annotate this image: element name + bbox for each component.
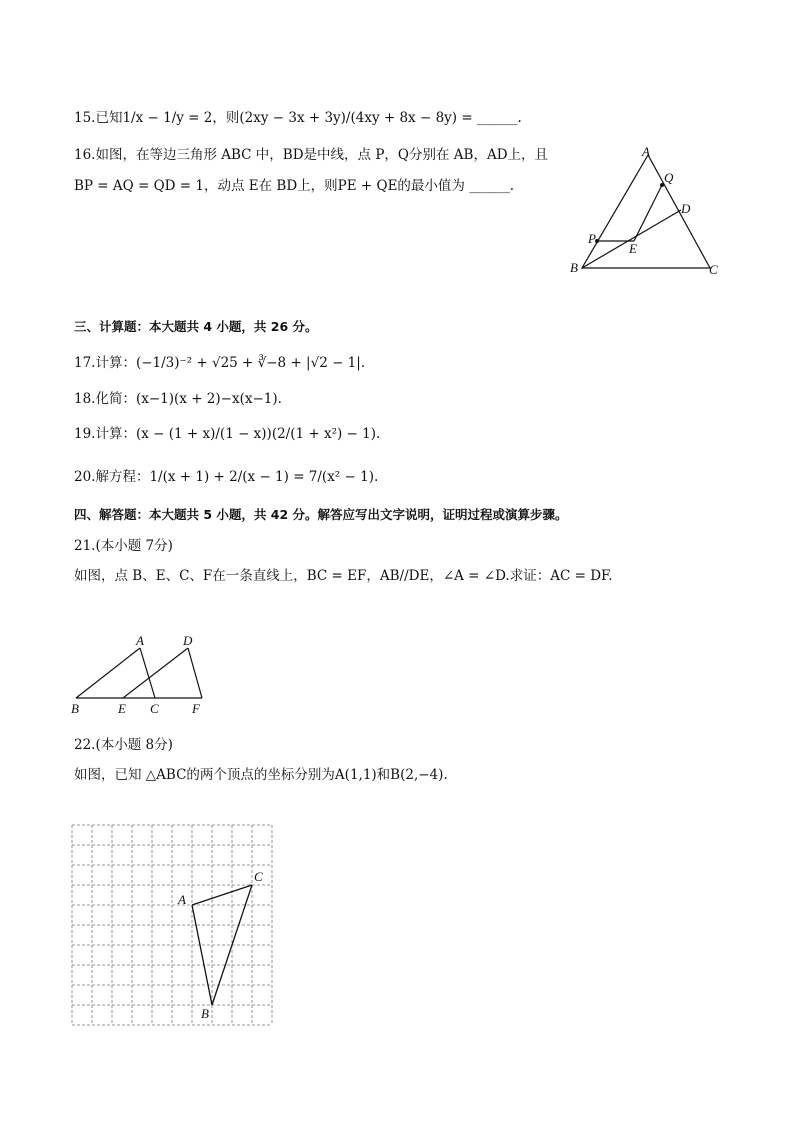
label-E: E (118, 701, 126, 716)
label-A: A (136, 633, 144, 648)
label-Q: Q (664, 170, 674, 185)
label-B: B (570, 260, 578, 275)
triangle-abc-figure (560, 140, 730, 285)
question-22-title: 22.(本小题 8分) (74, 737, 173, 753)
two-triangles-figure (64, 630, 224, 720)
label-A: A (178, 892, 186, 907)
question-17: 17.计算：(−1/3)⁻² + √25 + ∛−8 + |√2 − 1|. (74, 355, 366, 371)
question-21-text: 如图，点 B、E、C、F在一条直线上，BC = EF，AB//DE，∠A = ∠D.求证：AC = DF. (74, 568, 613, 584)
question-16-line2: BP = AQ = QD = 1，动点 E在 BD上，则PE + QE的最小值为 ______. (74, 178, 515, 194)
question-16-line1: 16.如图，在等边三角形 ABC 中，BD是中线，点 P，Q分别在 AB，AD上，且 (74, 147, 549, 163)
question-22-text: 如图，已知 △ABC的两个顶点的坐标分别为A(1,1)和B(2,−4). (74, 767, 448, 783)
label-C: C (150, 701, 159, 716)
question-20: 20.解方程：1/(x + 1) + 2/(x − 1) = 7/(x² − 1). (74, 469, 379, 485)
question-15: 15.已知1/x − 1/y = 2，则(2xy − 3x + 3y)/(4xy + 8x − 8y) = ______. (74, 110, 522, 126)
question-19: 19.计算：(x − (1 + x)/(1 − x))(2/(1 + x²) − 1). (74, 426, 381, 442)
label-C: C (254, 869, 263, 884)
section-3-heading: 三、计算题：本大题共 4 小题，共 26 分。 (74, 319, 318, 334)
question-21-title: 21.(本小题 7分) (74, 538, 173, 554)
label-E: E (629, 241, 637, 256)
section-4-heading: 四、解答题：本大题共 5 小题，共 42 分。解答应写出文字说明，证明过程或演算步骤。 (74, 507, 568, 522)
label-C: C (709, 262, 718, 277)
question-18: 18.化简：(x−1)(x + 2)−x(x−1). (74, 391, 282, 407)
label-P: P (588, 231, 596, 246)
coordinate-grid-figure (66, 818, 281, 1033)
label-A: A (642, 144, 650, 159)
label-B: B (71, 701, 79, 716)
label-F: F (192, 701, 200, 716)
label-D: D (681, 201, 691, 216)
label-B: B (201, 1006, 209, 1021)
label-D: D (183, 633, 193, 648)
